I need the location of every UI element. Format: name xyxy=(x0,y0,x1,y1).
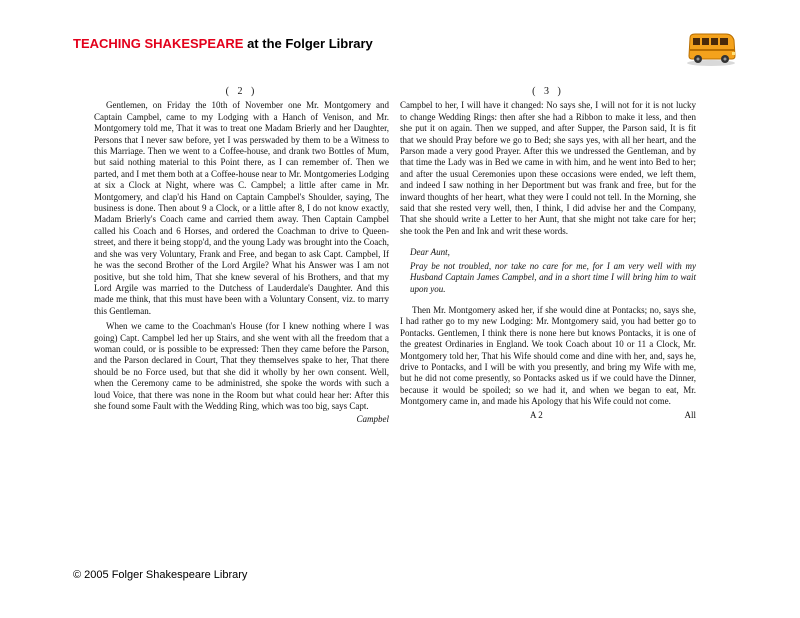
page-header xyxy=(73,36,373,51)
right-paragraph: Then Mr. Montgomery asked her, if she would dine at Pontacks; no, says she, I had rather go to my new Lodging: Mr. Montgomery said, you had better go to Pontacks. Gentlemen, I think there is none here but knows Pontacks, it is one of the greatest Ordinaries in England. We took Coach about 10 or 11 a Clock, Mr. Montgomery told her, That his Wife should come and dine with her, and, says he, drive to Pontacks, and I will be with you presently, and bring my Wife with me, but he did not come presently, so Pontacks asked us if we could have the Dinner, because it would be spoiled; so we had it, and when we began to eat, Mr. Montgomery came in, and made his Apology that his Wife could not come. xyxy=(400,304,696,407)
right-paragraph: Campbel to her, I will have it changed: No says she, I will not for it is not lucky to change Wedding Rings: then after she had a Ribbon to make it less, and then she put it on again. Then we supped, and after Supper, the Parson said, It is fit that we should Pray before we go to Bed; she says yes, with all her heart, and the Parson made a very good Prayer. After this we undressed the Gentleman, and by that time the Lady was in Bed we came in with him, and he went into Bed to her; and after the usual Ceremonies upon these occasions were ended, we left them, and indeed I saw nothing in her Deportment but was frank and free, but for the inward thoughts of her heart, what they were I could not tell. In the Morning, she said that she rested very well, then, I think, I did advise her and the Company, That she should write a Letter to her Aunt, that she might not take care for her; she took the Pen and Ink and writ these words. xyxy=(400,100,696,236)
letter-body: Pray be not troubled, nor take no care for me, for I am very well with my Husband Captain James Campbel, and in a short time I will bring him to wait upon you. xyxy=(410,260,696,294)
right-page-number: ( 3 ) xyxy=(532,86,564,97)
left-paragraph: Gentlemen, on Friday the 10th of November one Mr. Montgomery and Captain Campbel, came to my Lodging with a Hanch of Venison, and Mr. Montgomery told me, That it was to treat one Madam Brierly and her Daughter, Persons that I never saw before, yet I was perswaded by them to be a Witness to this Marriage. Then we went to a Coffee-house, and drank two Bottles of Mum, but said nothing material to this Point there, as I can remember of. Then we parted, and I met them both at a Coffee-house near to Mr. Montgomeries Lodging at six a Clock at Night, where was C. Campbel; a little after came in Mr. Montgomery, and clap'd his Hand on Captain Campbel's Shoulder, saying, The business is done. Then about 9 a Clock, or a little after 8, I do not know exactly, Madam Brierly's Coach came and carried them away. Then Captain Campbel called his Coach and 6 Horses, and ordered the Coachman to drive to Queen-street, and there it being stopp'd, and the young Lady was brought into the Coach, and she was very Voluntary, Frank and Free, and began to ask Capt. Campbel, If he was the second Brother of the Lord Argile? What his Answer was I am not positive, but she told him, That she knew several of his Brothers, and that my Lord Argile was married to the Dutchess of Lauderdale's Daughter. And this made me think, that this must have been with a Voluntary Consent, viz. to marry this Gentleman. xyxy=(94,100,389,316)
page-signature: A 2 xyxy=(530,409,543,420)
header-title-black: at the Folger Library xyxy=(243,36,373,51)
header-title-red: TEACHING SHAKESPEARE xyxy=(73,36,244,51)
left-paragraph: When we came to the Coachman's House (for I knew nothing where I was going) Capt. Campbel led her up Stairs, and she went with all the freedom that a woman could, or is possible to be expressed: Then they came before the Parson, and the Parson declared in Court, That they themselves spake to her, That there should be no Force used, but that she did it wholly by her own consent. Well, when the Ceremony came to be administred, she spoke the words with such a loud Voice, that there was none in the Room but what could hear her: After this she found some Fault with the Wedding Ring, which was too big, says Capt. xyxy=(94,321,389,411)
left-page-number: ( 2 ) xyxy=(225,86,258,97)
left-footer xyxy=(94,414,389,425)
right-footer xyxy=(400,410,696,421)
right-catchword: All xyxy=(684,409,696,420)
left-catchword: Campbel xyxy=(356,414,389,425)
letter-salutation: Dear Aunt, xyxy=(410,247,450,258)
left-page xyxy=(94,86,389,426)
right-page xyxy=(400,86,696,421)
copyright-footer: © 2005 Folger Shakespeare Library xyxy=(73,569,248,581)
school-bus-icon[interactable] xyxy=(684,28,738,68)
